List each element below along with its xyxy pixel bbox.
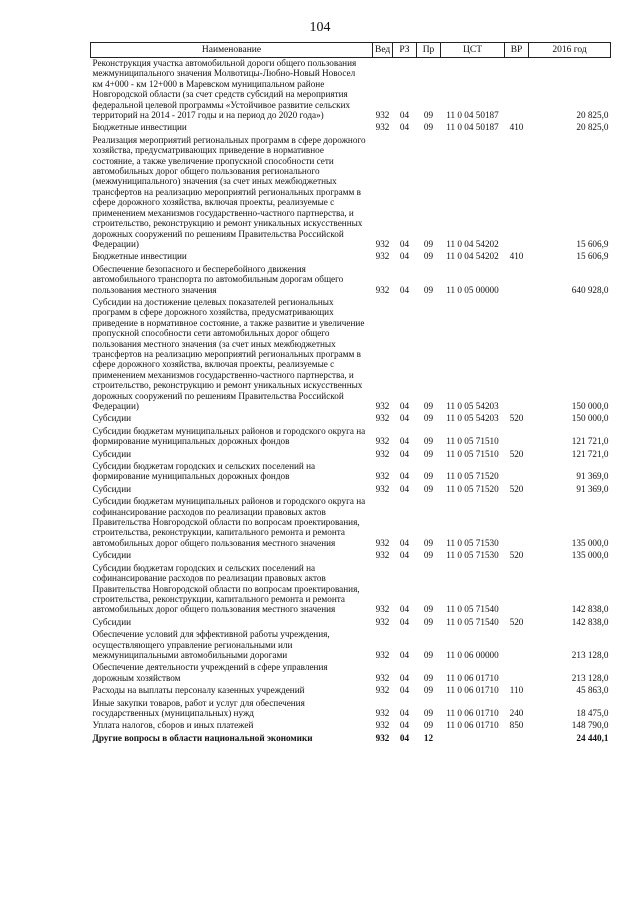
row-pr: 09 (423, 685, 434, 696)
row-cst: 11 0 06 01710 (446, 685, 499, 696)
table-row (91, 563, 611, 617)
row-pr: 09 (423, 649, 434, 660)
row-rz: 04 (399, 604, 410, 615)
row-rz: 04 (399, 685, 410, 696)
table-row (91, 58, 611, 123)
table-row (91, 550, 611, 562)
table-row (91, 251, 611, 263)
row-name: Обеспечение безопасного и бесперебойного движения автомобильного транспорта по автомобильным дорогам общего пользования местного значения (92, 263, 344, 295)
row-name: Субсидии (92, 483, 132, 494)
row-vr (505, 733, 529, 745)
table-row (91, 426, 611, 449)
row-name: Реконструкция участка автомобильной дороги общего пользования межмуниципального значения Молвотицы-Любно-Новый Новосел км 4+000 - км 12+000 в Маревском муниципальном районе Новгородской области (за счет средств субсидий на мероприятия федеральной целевой программы «Устойчивое развитие сельских территорий на 2014 - 2017 годы и на период до 2020 года») (92, 58, 357, 121)
row-ved: 932 (375, 471, 390, 482)
table-row (91, 122, 611, 134)
row-cst: 11 0 05 71540 (446, 616, 499, 627)
row-pr: 09 (423, 413, 434, 424)
header-cst: ЦСТ (441, 43, 505, 58)
row-pr: 09 (423, 616, 434, 627)
row-name: Иные закупки товаров, работ и услуг для обеспечения государственных (муниципальных) нужд (92, 697, 305, 718)
row-name: Субсидии (92, 448, 132, 459)
row-amount: 142 838,0 (571, 604, 609, 615)
row-pr: 09 (423, 604, 434, 615)
row-amount: 45 863,0 (576, 685, 609, 696)
row-rz: 04 (399, 707, 410, 718)
table-row (91, 496, 611, 550)
table-body (91, 58, 611, 746)
row-pr: 09 (423, 707, 434, 718)
table-row (91, 413, 611, 425)
table-row (91, 698, 611, 721)
table-row (91, 617, 611, 629)
row-amount: 640 928,0 (571, 284, 609, 295)
table-row (91, 461, 611, 484)
table-row (91, 629, 611, 662)
table-row (91, 685, 611, 697)
row-amount: 150 000,0 (571, 401, 609, 411)
row-rz: 04 (399, 284, 410, 295)
row-ved: 932 (375, 616, 390, 627)
header-ved: Вед (373, 43, 393, 58)
row-cst: 11 0 05 71510 (446, 436, 499, 447)
row-vr (505, 426, 529, 449)
row-rz: 04 (399, 550, 410, 561)
row-vr (505, 563, 529, 617)
row-rz: 04 (399, 401, 410, 411)
header-vr: ВР (505, 43, 529, 58)
row-cst: 11 0 05 00000 (446, 284, 499, 295)
row-vr (505, 629, 529, 662)
row-rz: 04 (399, 616, 410, 627)
row-cst (441, 733, 505, 745)
row-pr: 09 (423, 401, 434, 411)
row-ved: 932 (375, 401, 390, 411)
row-ved: 932 (375, 707, 390, 718)
row-cst: 11 0 05 54203 (446, 413, 499, 424)
row-vr (505, 135, 529, 251)
row-amount: 148 790,0 (571, 720, 609, 731)
table-row (91, 135, 611, 251)
row-name: Субсидии бюджетам муниципальных районов и городского округа на формирование муниципальных дорожных фондов (92, 425, 366, 447)
row-rz: 04 (399, 720, 410, 731)
row-vr: 520 (509, 483, 524, 494)
row-amount: 142 838,0 (571, 616, 609, 627)
row-ved: 932 (375, 649, 390, 660)
row-pr: 09 (423, 448, 434, 459)
row-rz: 04 (399, 483, 410, 494)
row-name: Обеспечение деятельности учреждений в сфере управления дорожным хозяйством (92, 662, 328, 683)
row-pr: 12 (423, 732, 434, 743)
budget-table (90, 42, 611, 745)
row-ved: 932 (375, 251, 390, 262)
row-amount: 15 606,9 (576, 238, 609, 249)
row-rz: 04 (399, 413, 410, 424)
row-amount: 20 825,0 (576, 122, 609, 133)
row-ved: 932 (375, 284, 390, 295)
table-row (91, 484, 611, 496)
row-vr: 410 (509, 251, 524, 262)
row-amount: 121 721,0 (571, 448, 609, 459)
row-vr (505, 662, 529, 685)
row-cst: 11 0 05 54203 (446, 401, 499, 411)
table-row (91, 662, 611, 685)
row-name: Обеспечение условий для эффективной работы учреждения, осуществляющего управление региональными или межмуниципальными автомобильными дорогами (92, 629, 330, 660)
row-rz: 04 (399, 448, 410, 459)
row-amount: 213 128,0 (571, 649, 609, 660)
row-ved: 932 (375, 413, 390, 424)
row-amount: 91 369,0 (576, 483, 609, 494)
table-row (91, 297, 611, 413)
row-ved: 932 (375, 732, 390, 743)
table-header-row (91, 43, 611, 58)
row-vr (505, 461, 529, 484)
row-ved: 932 (375, 122, 390, 133)
row-ved: 932 (375, 550, 390, 561)
row-ved: 932 (375, 604, 390, 615)
row-ved: 932 (375, 685, 390, 696)
header-pr: Пр (417, 43, 441, 58)
row-name: Реализация мероприятий региональных программ в сфере дорожного хозяйства, предусматривающих приведение в нормативное состояние, а также увеличение пропускной способности сети автомобильных дорог общего пользования регионального (межмуниципального) значения (за счет иных межбюджетных трансфертов на реализацию мероприятий региональных программ в сфере дорожного хозяйства, включая проекты, реализуемые с применением механизмов государственно-частного партнерства, и строительство, реконструкцию и ремонт уникальных искусственных дорожных сооружений по решениям Правительства Российской Федерации) (92, 134, 366, 249)
row-cst: 11 0 05 71530 (446, 537, 499, 548)
row-amount: 20 825,0 (576, 110, 609, 121)
table-row (91, 449, 611, 461)
row-vr: 410 (509, 122, 524, 133)
row-ved: 932 (375, 672, 390, 683)
header-year: 2016 год (529, 43, 611, 58)
row-pr: 09 (423, 122, 434, 133)
row-pr: 09 (423, 251, 434, 262)
row-name: Субсидии бюджетам городских и сельских поселений на формирование муниципальных дорожных фондов (92, 461, 316, 482)
row-ved: 932 (375, 448, 390, 459)
row-ved: 932 (375, 110, 390, 121)
row-name: Субсидии (92, 550, 132, 561)
row-cst: 11 0 05 71540 (446, 604, 499, 615)
row-pr: 09 (423, 238, 434, 249)
row-name: Субсидии бюджетам городских и сельских поселений на софинансирование расходов по реализации правовых актов Правительства Новгородской области по вопросам проектирования, строительства, реконструкции, капитального ремонта и ремонта автомобильных дорог общего пользования местного значения (92, 562, 360, 615)
table-row (91, 720, 611, 732)
row-ved: 932 (375, 436, 390, 447)
row-cst: 11 0 04 50187 (446, 110, 499, 121)
row-pr: 09 (423, 672, 434, 683)
row-name: Субсидии (92, 616, 132, 627)
row-pr: 09 (423, 537, 434, 548)
row-rz: 04 (399, 471, 410, 482)
row-amount: 121 721,0 (571, 436, 609, 447)
header-rz: РЗ (393, 43, 417, 58)
row-amount: 135 000,0 (571, 537, 609, 548)
row-cst: 11 0 06 01710 (446, 707, 499, 718)
table-row (91, 264, 611, 297)
row-name: Бюджетные инвестиции (92, 122, 187, 133)
row-rz: 04 (399, 732, 410, 743)
row-vr: 110 (509, 685, 524, 696)
row-pr: 09 (423, 720, 434, 731)
table-row (91, 733, 611, 745)
row-pr: 09 (423, 284, 434, 295)
row-amount: 213 128,0 (571, 672, 609, 683)
row-pr: 09 (423, 550, 434, 561)
row-name: Субсидии на достижение целевых показателей региональных программ в сфере дорожного хозяйства, предусматривающих приведение в нормативное состояние, а также развитие и увеличение пропускной способности сети автомобильных дорог общего пользования местного значения (за счет иных межбюджетных трансфертов на реализацию мероприятий региональных программ в сфере дорожного хозяйства, включая проекты, реализуемые с применением механизмов государственно-частного партнерства, и строительство, реконструкцию и ремонт уникальных искусственных дорожных сооружений по решениям Правительства Российской Федерации) (92, 296, 365, 411)
row-amount: 135 000,0 (571, 550, 609, 561)
row-rz: 04 (399, 436, 410, 447)
row-vr (505, 496, 529, 550)
row-name: Расходы на выплаты персоналу казенных учреждений (92, 685, 305, 696)
row-ved: 932 (375, 483, 390, 494)
row-rz: 04 (399, 122, 410, 133)
row-rz: 04 (399, 238, 410, 249)
row-amount: 150 000,0 (571, 413, 609, 424)
row-pr: 09 (423, 436, 434, 447)
row-vr: 240 (509, 707, 524, 718)
row-name: Уплата налогов, сборов и иных платежей (92, 720, 254, 731)
row-rz: 04 (399, 251, 410, 262)
row-amount: 18 475,0 (576, 707, 609, 718)
row-cst: 11 0 05 71530 (446, 550, 499, 561)
row-vr (505, 297, 529, 413)
row-amount: 24 440,1 (576, 732, 609, 743)
row-name: Другие вопросы в области национальной экономики (92, 732, 313, 743)
row-cst: 11 0 04 50187 (446, 122, 499, 133)
row-rz: 04 (399, 649, 410, 660)
row-ved: 932 (375, 720, 390, 731)
row-pr: 09 (423, 471, 434, 482)
row-cst: 11 0 06 01710 (446, 672, 499, 683)
row-rz: 04 (399, 537, 410, 548)
row-ved: 932 (375, 238, 390, 249)
row-vr: 520 (509, 448, 524, 459)
row-vr (505, 58, 529, 123)
row-vr: 850 (509, 720, 524, 731)
row-rz: 04 (399, 110, 410, 121)
row-cst: 11 0 05 71520 (446, 471, 499, 482)
row-cst: 11 0 05 71520 (446, 483, 499, 494)
row-cst: 11 0 05 71510 (446, 448, 499, 459)
row-vr: 520 (509, 413, 524, 424)
row-pr: 09 (423, 110, 434, 121)
row-name: Бюджетные инвестиции (92, 251, 187, 262)
row-name: Субсидии бюджетам муниципальных районов и городского округа на софинансирование расходов по реализации правовых актов Правительства Новгородской области по вопросам проектирования, строительства, реконструкции, капитального ремонта и ремонта автомобильных дорог общего пользования местного значения (92, 496, 366, 548)
row-cst: 11 0 06 01710 (446, 720, 499, 731)
row-name: Субсидии (92, 413, 132, 424)
page-number: 104 (309, 20, 331, 35)
row-vr: 520 (509, 616, 524, 627)
row-amount: 91 369,0 (576, 471, 609, 482)
row-cst: 11 0 04 54202 (446, 251, 499, 262)
row-cst: 11 0 06 00000 (446, 649, 499, 660)
row-vr: 520 (509, 550, 524, 561)
row-rz: 04 (399, 672, 410, 683)
row-amount: 15 606,9 (576, 251, 609, 262)
row-cst: 11 0 04 54202 (446, 238, 499, 249)
row-vr (505, 264, 529, 297)
row-pr: 09 (423, 483, 434, 494)
row-ved: 932 (375, 537, 390, 548)
header-name: Наименование (91, 43, 373, 58)
